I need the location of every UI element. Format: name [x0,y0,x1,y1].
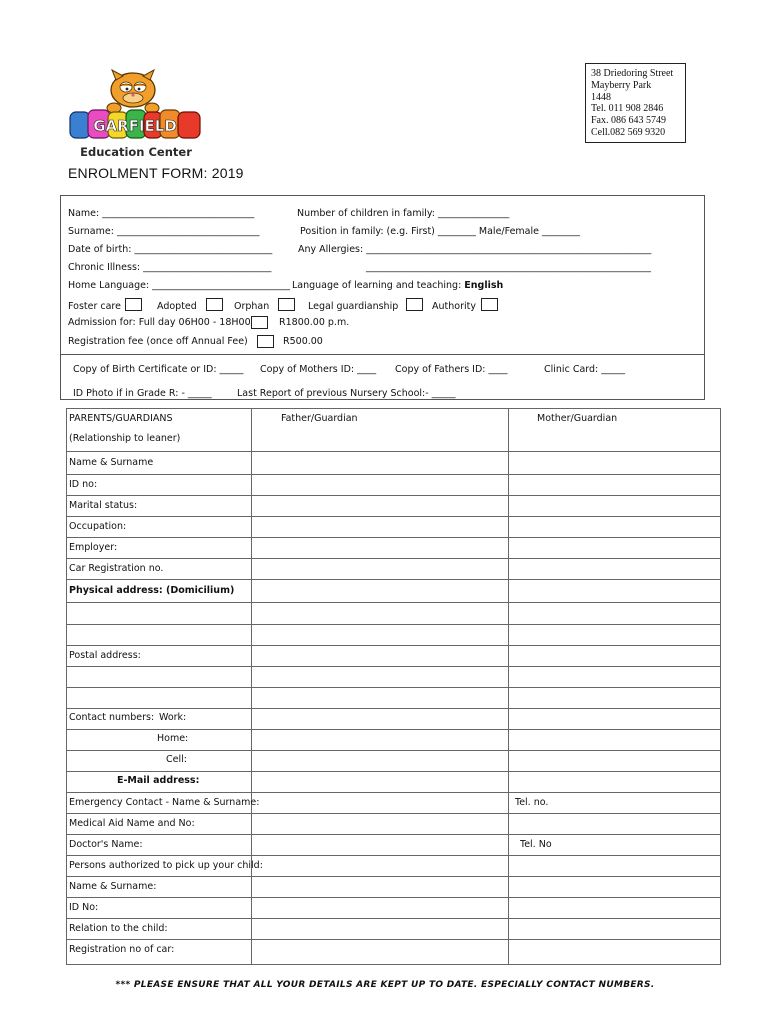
row-home: Home: [157,733,189,744]
row-car-registration: Car Registration no. [69,563,164,574]
learning-language-value: English [464,280,504,291]
physical-address-label: Physical address: (Domicilium) [69,585,235,596]
row-email [117,775,199,786]
row-id-no: ID no: [69,479,98,490]
legal-guardianship-option[interactable] [308,298,423,312]
garfield-cat-icon [66,68,206,163]
orphan-option[interactable] [234,298,295,312]
registration-label: Registration fee (once off Annual Fee) [68,336,248,347]
legal-guardianship-label: Legal guardianship [308,301,399,312]
chronic-illness-field[interactable]: Chronic Illness: ___________________________ [68,262,272,273]
fathers-id-field[interactable]: Copy of Fathers ID: ____ [395,364,508,375]
adopted-option[interactable] [157,298,223,312]
birth-certificate-field[interactable]: Copy of Birth Certificate or ID: _____ [73,364,244,375]
date-of-birth-field[interactable]: Date of birth: _____________________________ [68,244,273,255]
row-occupation: Occupation: [69,521,127,532]
footer-note: *** PLEASE ENSURE THAT ALL YOUR DETAILS ARE KEPT UP TO DATE. ESPECIALLY CONTACT NUMBERS. [115,980,655,990]
learning-language-label: Language of learning and teaching: [292,280,465,291]
position-in-family-field[interactable]: Position in family: (e.g. First) ________ Male/Female ________ [300,226,580,237]
row-authorized-persons: Persons authorized to pick up your child: [69,860,263,871]
row-work: Work: [159,712,187,723]
email-label: E-Mail address: [117,775,200,786]
adopted-label: Adopted [157,301,197,312]
garfield-logo [66,68,206,163]
admission-label: Admission for: Full day 06H00 - 18H00 [68,317,251,328]
row-relation-to-child: Relation to the child: [69,923,168,934]
mothers-id-field[interactable]: Copy of Mothers ID: ____ [260,364,377,375]
surname-field[interactable]: Surname: ______________________________ [68,226,260,237]
learning-language [292,280,503,291]
row-medical-aid: Medical Aid Name and No: [69,818,195,829]
admission-fee: R1800.00 p.m. [279,317,350,328]
allergies-field[interactable]: Any Allergies: ____________________________________________________________ [298,244,652,255]
table-header-relationship: (Relationship to leaner) [69,433,181,444]
row-employer: Employer: [69,542,118,553]
children-count-field[interactable]: Number of children in family: _______________ [297,208,510,219]
foster-care-label: Foster care [68,301,121,312]
registration-checkbox[interactable] [257,335,274,348]
authority-label: Authority [432,301,476,312]
foster-care-option[interactable] [68,298,142,312]
column-father-guardian: Father/Guardian [281,413,358,424]
allergies-continuation-field[interactable]: ____________________________________________________________ [366,262,651,273]
child-details-section [60,195,705,355]
id-photo-field[interactable]: ID Photo if in Grade R: - _____ [73,388,212,399]
address-cell: Cell.082 569 9320 [591,126,666,138]
home-language-field[interactable]: Home Language: _____________________________ [68,280,290,291]
row-cell: Cell: [166,754,187,765]
registration-fee: R500.00 [283,336,323,347]
orphan-label: Orphan [234,301,270,312]
foster-care-checkbox[interactable] [125,298,142,311]
admission-checkbox[interactable] [251,316,268,329]
row-car-registration-pickup: Registration no of car: [69,944,175,955]
row-doctor-name: Doctor's Name: [69,839,143,850]
row-marital-status: Marital status: [69,500,138,511]
row-name-surname: Name & Surname [69,457,154,468]
row-emergency-tel: Tel. no. [515,797,549,808]
row-postal-address: Postal address: [69,650,141,661]
row-emergency-contact: Emergency Contact - Name & Surname: [69,797,260,808]
row-contact-numbers: Contact numbers: [69,712,155,723]
row-authorized-id: ID No: [69,902,99,913]
legal-guardianship-checkbox[interactable] [406,298,423,311]
address-box [585,63,686,143]
authority-checkbox[interactable] [481,298,498,311]
clinic-card-field[interactable]: Clinic Card: _____ [544,364,626,375]
address-code: 1448 [591,91,611,103]
orphan-checkbox[interactable] [278,298,295,311]
logo-subtitle-text: Education Center [80,145,192,159]
table-header-parents: PARENTS/GUARDIANS [69,413,173,424]
row-authorized-name: Name & Surname: [69,881,157,892]
address-tel: Tel. 011 908 2846 [591,103,664,115]
adopted-checkbox[interactable] [206,298,223,311]
logo-brand-text: GARFIELD [93,117,177,135]
authority-option[interactable] [432,298,498,312]
row-doctor-tel: Tel. No [520,839,552,850]
last-report-field[interactable]: Last Report of previous Nursery School:- _____ [237,388,456,399]
address-suburb: Mayberry Park [591,79,652,91]
address-street: 38 Driedoring Street [591,68,674,79]
page-title: ENROLMENT FORM: 2019 [68,165,244,181]
name-field[interactable]: Name: ________________________________ [68,208,255,219]
column-mother-guardian: Mother/Guardian [537,413,618,424]
row-physical-address [69,585,234,596]
address-fax: Fax. 086 643 5749 [591,115,666,127]
